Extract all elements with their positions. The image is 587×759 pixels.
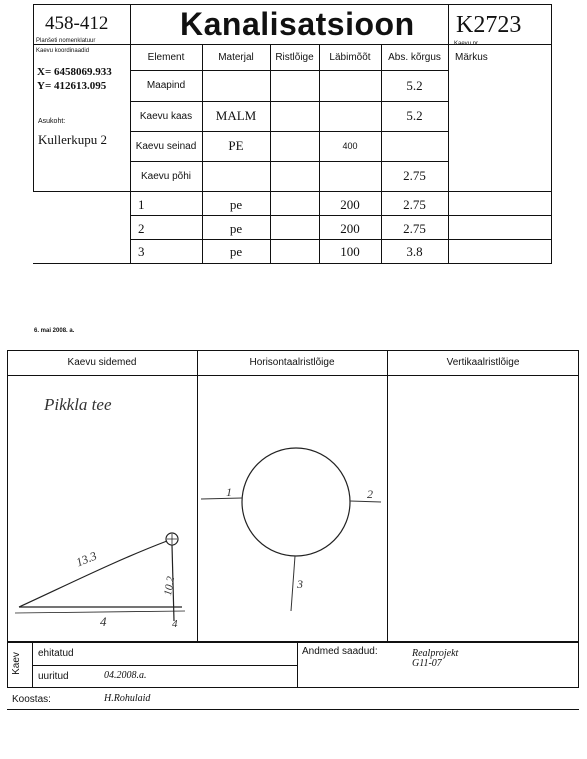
row-element-lid: Kaevu kaas [139,110,193,122]
data-from-label: Andmed saadud: [302,646,378,657]
sketch-street-label: Pikkla tee [44,395,112,414]
row-material-lid: MALM [215,108,257,123]
pipe-nr-2: 2 [138,221,145,236]
location-label: Asukoht: [38,118,66,125]
pipe-material-1: pe [229,197,243,212]
row-height-ground: 5.2 [406,77,423,93]
coord-y: Y= 412613.095 [37,80,107,92]
row-element-ground: Maapind [146,80,186,91]
col-header-element: Element [147,51,185,63]
pipe-height-3: 3.8 [406,244,423,259]
author-label: Koostas: [12,694,51,705]
col-header-diameter: Läbimõõt [329,51,371,63]
col-header-notes: Märkus [455,52,488,63]
pipe-mark-1: 1 [226,485,232,499]
built-label: ehitatud [38,648,74,659]
pipe-diameter-1: 200 [340,197,360,212]
date-stamp: 6. mai 2008. a. [34,328,75,334]
sketch-dim-diagonal: 13.3 [73,548,99,570]
row-height-bottom: 2.75 [403,168,426,183]
pipe-nr-3: 3 [138,244,145,259]
row-height-lid: 5.2 [406,108,423,123]
pipe-height-2: 2.75 [403,221,426,236]
coord-x: X= 6458069.933 [37,66,112,78]
row-material-walls: PE [228,138,244,153]
row-element-bottom: Kaevu põhi [140,170,192,182]
location-value: Kullerkupu 2 [38,132,107,147]
footer-side-label: Kaev [10,652,22,675]
col-title-links: Kaevu sidemed [67,357,137,368]
pipe-mark-2: 2 [367,487,373,501]
col-header-cross: Ristlõige [275,51,314,63]
page-title: Kanalisatsioon [180,6,415,42]
pipe-diameter-3: 100 [340,244,360,259]
col-title-vertical: Vertikaalristlõige [446,357,520,368]
pipe-diameter-2: 200 [340,221,360,236]
col-header-material: Materjal [218,51,254,63]
horizontal-section-sketch [197,375,387,642]
row-element-walls: Kaevu seinad [135,140,197,152]
pipe-nr-1: 1 [138,197,145,212]
sketch-dim-vertical: 10.2 [162,575,178,597]
col-header-height: Abs. kõrgus [388,51,441,63]
coords-label: Kaevu koordinaadid [36,48,90,54]
well-links-sketch [7,375,197,642]
sheet-number-caption: Planšeti nomenklatuur [36,38,96,44]
pipe-height-1: 2.75 [403,197,426,212]
data-from-value-2: G11-07 [412,658,442,669]
col-title-horizontal: Horisontaalristlõige [249,357,335,368]
surveyed-value: 04.2008.a. [104,670,147,681]
well-number: K2723 [456,12,522,38]
surveyed-label: uuritud [38,671,69,682]
sketch-dim-bottom: 4 [100,614,107,629]
sheet-number: 458-412 [45,13,109,34]
sketch-dim-right: 4 [172,618,178,630]
pipe-material-2: pe [229,221,243,236]
row-diameter-walls: 400 [342,141,358,151]
pipe-material-3: pe [229,244,243,259]
author-value: H.Rohulaid [104,693,151,704]
data-from-value-1: Realprojekt [412,648,459,659]
pipe-mark-3: 3 [297,577,303,591]
